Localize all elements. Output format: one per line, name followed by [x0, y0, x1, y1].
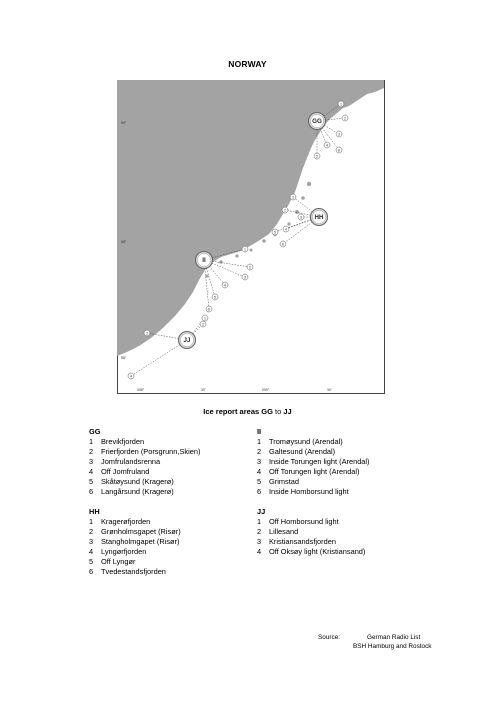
legend-group: [89, 427, 200, 497]
legend-item-number: 5: [89, 477, 94, 486]
legend-item-number: 4: [257, 467, 262, 476]
report-point-number: 6: [338, 148, 340, 153]
legend-item: [257, 487, 370, 497]
legend-item-number: 2: [257, 527, 262, 536]
legend-item: [257, 437, 370, 447]
legend-group: [257, 427, 370, 497]
area-code-label: JJ: [183, 337, 191, 345]
ice-area-map: [117, 80, 385, 394]
legend-item-name: Off Oksøy light (Kristiansand): [269, 547, 366, 556]
report-point-number: 6: [208, 307, 210, 312]
source-line2: BSH Hamburg and Rostock: [353, 643, 432, 650]
report-point-number: 3: [338, 132, 340, 137]
legend-item-name: Off Jomfruland: [101, 467, 150, 476]
report-point-number: 4: [285, 227, 287, 232]
legend-item-number: 1: [89, 517, 94, 526]
area-code-label: GG: [312, 118, 322, 126]
report-point-number: 2: [249, 265, 251, 270]
legend-item-number: 3: [89, 537, 94, 546]
legend-item-name: Inside Homborsund light: [269, 487, 349, 496]
lat-label: 58°: [121, 356, 127, 360]
legend-item: [89, 557, 200, 567]
report-point-number: 4: [224, 283, 226, 288]
report-point-number: 1: [340, 102, 342, 107]
legend-item: [257, 527, 370, 537]
legend-item-number: 4: [89, 547, 94, 556]
lon-label: 30': [201, 388, 206, 392]
lon-label: 30': [327, 388, 332, 392]
legend-item-name: Tromøysund (Arendal): [269, 437, 343, 446]
legend-item-name: Brevikfjorden: [101, 437, 145, 446]
legend-code: GG: [89, 427, 101, 436]
lat-label: 58°: [121, 240, 127, 244]
report-point-number: 1: [244, 247, 246, 252]
legend-item-number: 6: [89, 567, 94, 576]
legend-item-name: Tvedestandsfjorden: [101, 567, 166, 576]
report-point-number: 5: [274, 230, 276, 235]
legend-item: [89, 477, 200, 487]
legend-item-number: 2: [89, 527, 94, 536]
lat-label: 59°: [121, 121, 127, 125]
legend-item: [89, 487, 200, 497]
legend-item-number: 3: [257, 457, 262, 466]
legend-item-number: 3: [89, 457, 94, 466]
legend-item-name: Lyngørfjorden: [101, 547, 147, 556]
legend-group: [257, 507, 370, 557]
report-point-number: 5: [214, 295, 216, 300]
legend-item-name: Grimstad: [269, 477, 299, 486]
page-title: NORWAY: [228, 59, 267, 69]
legend-item: [89, 517, 200, 527]
legend-item: [257, 537, 370, 547]
legend-item-number: 1: [257, 437, 262, 446]
legend-item: [89, 457, 200, 467]
area-code-label: HH: [314, 214, 324, 222]
legend-left: [89, 427, 200, 587]
lon-label: 008°: [137, 388, 145, 392]
legend-item-number: 1: [257, 517, 262, 526]
report-point-number: 2: [344, 116, 346, 121]
legend-item-name: Off Homborsund light: [269, 517, 339, 526]
legend-item: [257, 547, 370, 557]
legend-item: [257, 457, 370, 467]
legend-item-name: Stangholmgapet (Risør): [101, 537, 180, 546]
legend-item-number: 1: [89, 437, 94, 446]
legend-item-name: Frierfjorden (Porsgrunn,Skien): [101, 447, 201, 456]
legend-item: [257, 517, 370, 527]
legend-item: [89, 527, 200, 537]
legend-item-number: 6: [89, 487, 94, 496]
legend-item-number: 4: [89, 467, 94, 476]
report-point-number: 3: [300, 215, 302, 220]
source-line1: German Radio List: [367, 634, 421, 641]
legend-item-name: Langårsund (Kragerø): [101, 487, 174, 496]
legend-item: [89, 537, 200, 547]
legend-item-number: 6: [257, 487, 262, 496]
legend-group: [89, 507, 200, 577]
legend-item: [257, 477, 370, 487]
legend-item-number: 5: [89, 557, 94, 566]
report-point-number: 2: [284, 208, 286, 213]
report-point-number: 3: [146, 331, 148, 336]
legend-item-number: 2: [89, 447, 94, 456]
legend-item-name: Off Lyngør: [101, 557, 136, 566]
report-point-number: 3: [244, 275, 246, 280]
legend-item: [89, 437, 200, 447]
legend-item-name: Grønholmsgapet (Risør): [101, 527, 181, 536]
legend-item-number: 3: [257, 537, 262, 546]
legend-item-name: Kristiansandsfjorden: [269, 537, 336, 546]
legend-item-name: Lillesand: [269, 527, 299, 536]
report-point-number: 5: [316, 154, 318, 159]
legend-item-name: Galtesund (Arendal): [269, 447, 336, 456]
legend-item: [89, 447, 200, 457]
report-point-number: 1: [204, 316, 206, 321]
area-code-label: II: [202, 257, 206, 265]
report-point-number: 4: [326, 143, 328, 148]
legend-item-name: Off Torungen light (Arendal): [269, 467, 360, 476]
legend-code: II: [257, 427, 262, 436]
legend-right: [257, 427, 370, 567]
legend-item: [89, 467, 200, 477]
legend-item: [89, 567, 200, 577]
report-point-number: 4: [130, 374, 132, 379]
legend-item-number: 4: [257, 547, 262, 556]
report-point-number: 6: [282, 242, 284, 247]
legend-code: HH: [89, 507, 100, 516]
legend-item-number: 5: [257, 477, 262, 486]
report-point-number: 2: [202, 322, 204, 327]
legend-item: [257, 447, 370, 457]
lon-label: 009°: [262, 388, 270, 392]
legend-item: [89, 547, 200, 557]
source-note: [318, 633, 432, 651]
legend-item: [257, 467, 370, 477]
source-label: Source:: [318, 634, 341, 641]
legend-item-name: Jomfrulandsrenna: [101, 457, 161, 466]
legend-item-name: Skåtøysund (Kragerø): [101, 477, 174, 486]
report-point-number: 1: [292, 195, 294, 200]
legend-item-name: Inside Torungen light (Arendal): [269, 457, 370, 466]
map-caption: Ice report areas GG to JJ: [203, 407, 292, 416]
legend-code: JJ: [257, 507, 266, 516]
legend-item-name: Kragerøfjorden: [101, 517, 151, 526]
legend-item-number: 2: [257, 447, 262, 456]
